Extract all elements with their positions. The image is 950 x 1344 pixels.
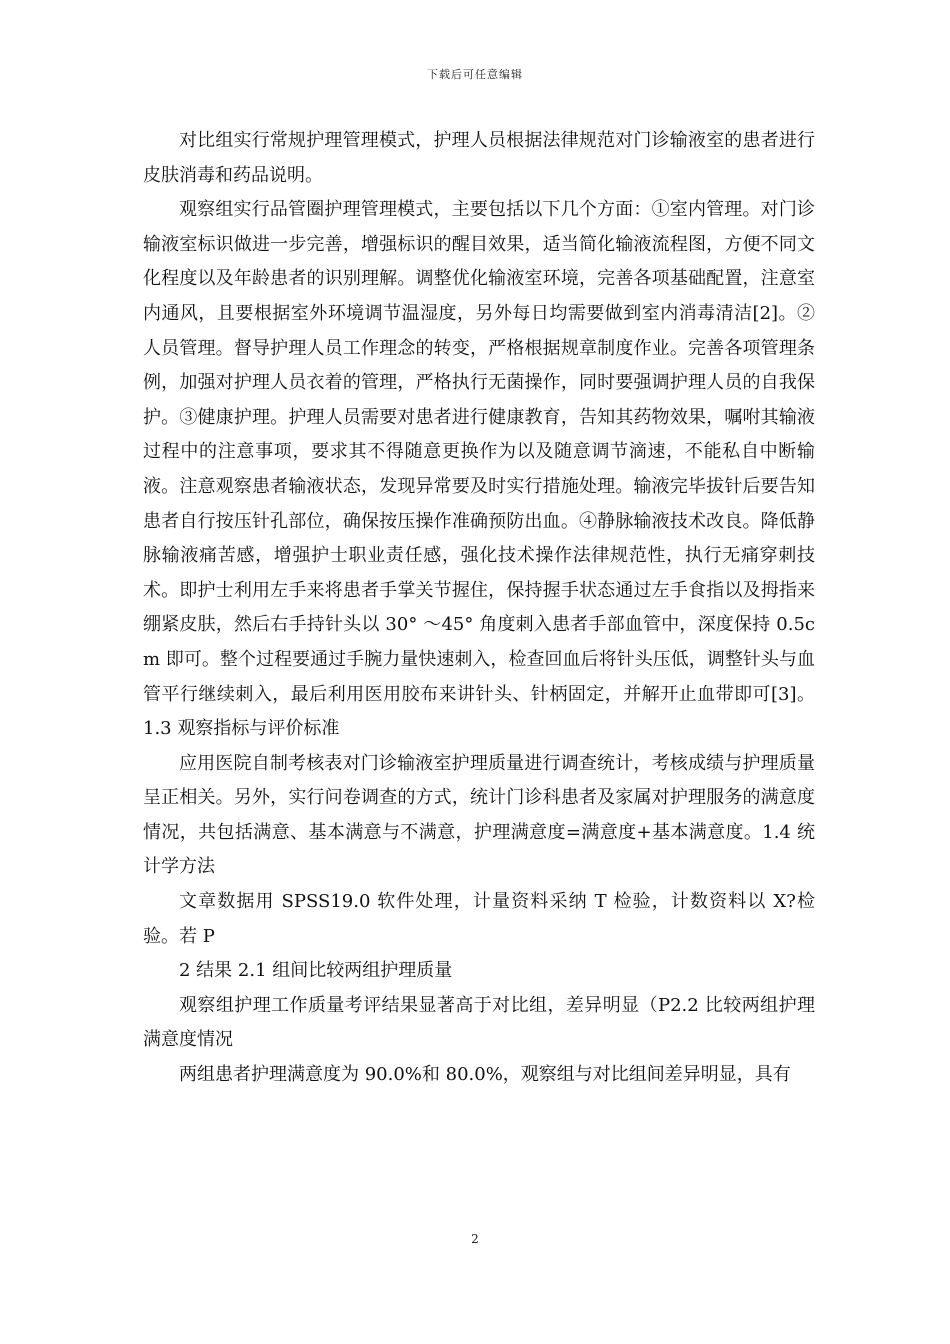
paragraph-evaluation-criteria: 应用医院自制考核表对门诊输液室护理质量进行调查统计，考核成绩与护理质量呈正相关。另外，实行问卷调查的方式，统计门诊科患者及家属对护理服务的满意度情况，共包括满意、基本满意与不满意，护理满意度=满意度+基本满意度。1.4 统计学方法 [143,752,815,878]
page-header: 下载后可任意编辑 [427,68,523,81]
paragraph-statistics: 文章数据用 SPSS19.0 软件处理，计量资料采纳 T 检验，计数资料以 X?检验。若 P [143,891,815,947]
paragraph-results-heading: 2 结果 2.1 组间比较两组护理质量 [179,960,453,982]
paragraph-satisfaction-results: 两组患者护理满意度为 90.0%和 80.0%，观察组与对比组间差异明显，具有 [179,1064,791,1086]
page-number: 2 [471,1232,479,1246]
paragraph-observation-group: 观察组实行品管圈护理管理模式，主要包括以下几个方面：①室内管理。对门诊输液室标识做进一步完善，增强标识的醒目效果，适当简化输液流程图，方便不同文化程度以及年龄患者的识别理解。调整优化输液室环境，完善各项基础配置，注意室内通风，且要根据室外环境调节温湿度，另外每日均需要做到室内消毒清洁[2]。②人员管理。督导护理人员工作理念的转变，严格根据规章制度作业。完善各项管理条例，加强对护理人员衣着的管理，严格执行无菌操作，同时要强调护理人员的自我保护。③健康护理。护理人员需要对患者进行健康教育，告知其药物效果，嘱咐其输液过程中的注意事项，要求其不得随意更换作为以及随意调节滴速，不能私自中断输液。注意观察患者输液状态，发现异常要及时实行措施处理。输液完毕拔针后要告知患者自行按压针孔部位，确保按压操作准确预防出血。④静脉输液技术改良。降低静脉输液痛苦感，增强护士职业责任感，强化技术操作法律规范性，执行无痛穿刺技术。即护士利用左手来将患者手掌关节握住，保持握手状态通过左手食指以及拇指来绷紧皮肤，然后右手持针头以 30° ～45° 角度刺入患者手部血管中，深度保持 0.5cm 即可。整个过程要通过手腕力量快速刺入，检查回血后将针头压低，调整针头与血管平行继续刺入，最后利用医用胶布来讲针头、针柄固定，并解开止血带即可[3]。1.3 观察指标与评价标准 [143,199,815,740]
paragraph-quality-results: 观察组护理工作质量考评结果显著高于对比组，差异明显（P2.2 比较两组护理满意度情况 [143,994,815,1051]
paragraph-control-group: 对比组实行常规护理管理模式，护理人员根据法律规范对门诊输液室的患者进行皮肤消毒和药品说明。 [143,130,815,186]
document-body [143,124,815,1093]
